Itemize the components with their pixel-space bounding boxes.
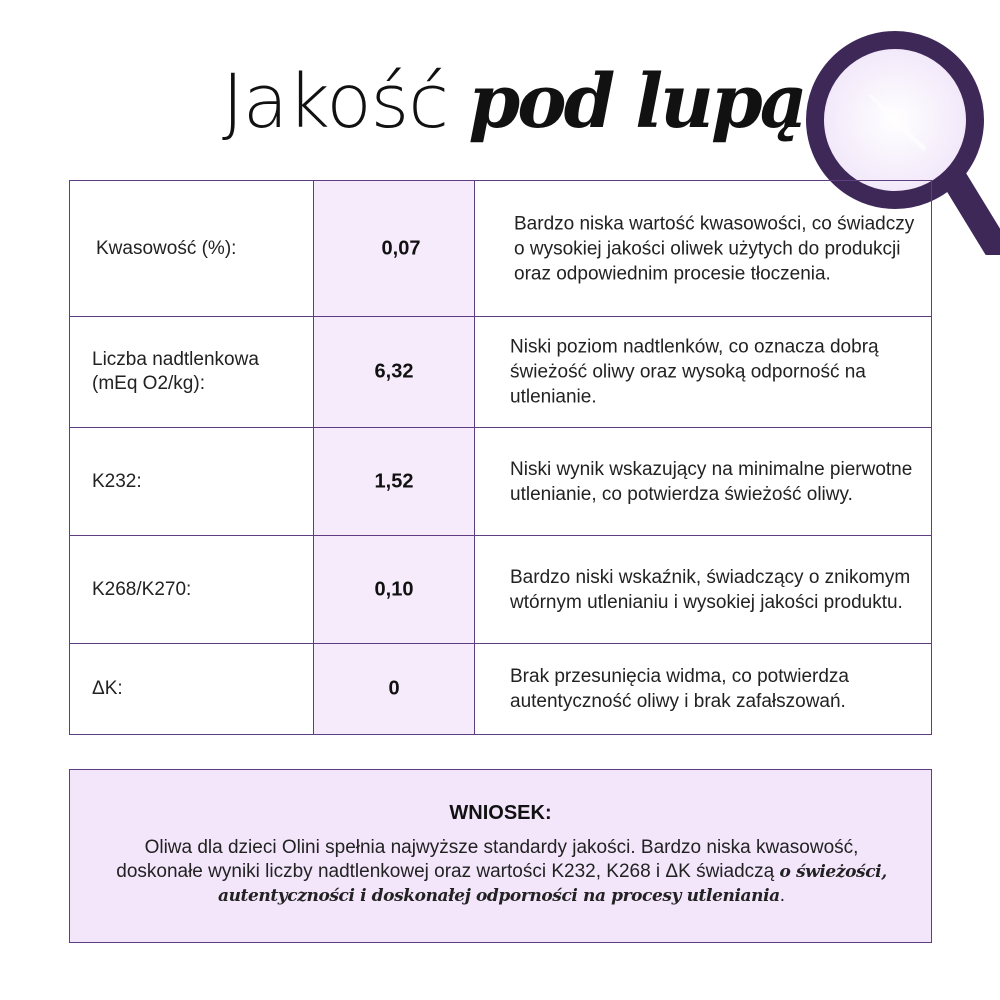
conclusion-end: . [779,885,786,906]
row-value: 6,32 [374,360,414,383]
row-description: Bardzo niski wskaźnik, świadczący o znikomym wtórnym utlenianiu i wysokiej jakości produktu. [510,566,911,613]
conclusion-text [100,836,903,908]
title-bold: pod lupą [468,59,805,145]
table-row [70,428,931,536]
table-row [70,536,931,644]
page-title [222,52,805,152]
row-value: 0 [388,677,400,699]
row-description: Bardzo niska wartość kwasowości, co świadczy o wysokiej jakości oliwek użytych do produkcji oraz odpowiednim procesie tłoczenia. [514,213,915,284]
row-description: Niski wynik wskazujący na minimalne pierwotne utlenianie, co potwierdza świeżość oliwy. [510,458,913,505]
row-label: Liczba nadtlenkowa (mEq O2/kg): [92,349,259,394]
row-description: Brak przesunięcia widma, co potwierdza autentyczność oliwy i brak zafałszowań. [510,665,849,712]
conclusion-heading: WNIOSEK: [449,802,552,824]
quality-table [69,180,932,735]
row-label: Kwasowość (%): [96,237,237,259]
title-regular: Jakość [222,59,448,145]
conclusion-box [69,769,932,943]
row-label: K232: [92,470,142,492]
table-row [70,317,931,428]
row-description: Niski poziom nadtlenków, co oznacza dobrą świeżość oliwy oraz wysoką odporność na utlenianie. [510,336,879,408]
conclusion-emphasis: o świeżości, autentyczności i doskonałej odporności na procesy utleniania [217,862,887,906]
row-label: ΔK: [92,677,123,699]
row-value: 0,10 [374,578,414,600]
table-row [70,181,931,317]
table-row [70,644,931,733]
row-value: 0,07 [381,237,421,259]
conclusion-body: Oliwa dla dzieci Olini spełnia najwyższe standardy jakości. Bardzo niska kwasowość, doskonałe wyniki liczby nadtlenkowej oraz wartości K232, K268 i ΔK świadczą [116,837,859,882]
row-value: 1,52 [374,470,414,492]
row-label: K268/K270: [92,578,192,600]
